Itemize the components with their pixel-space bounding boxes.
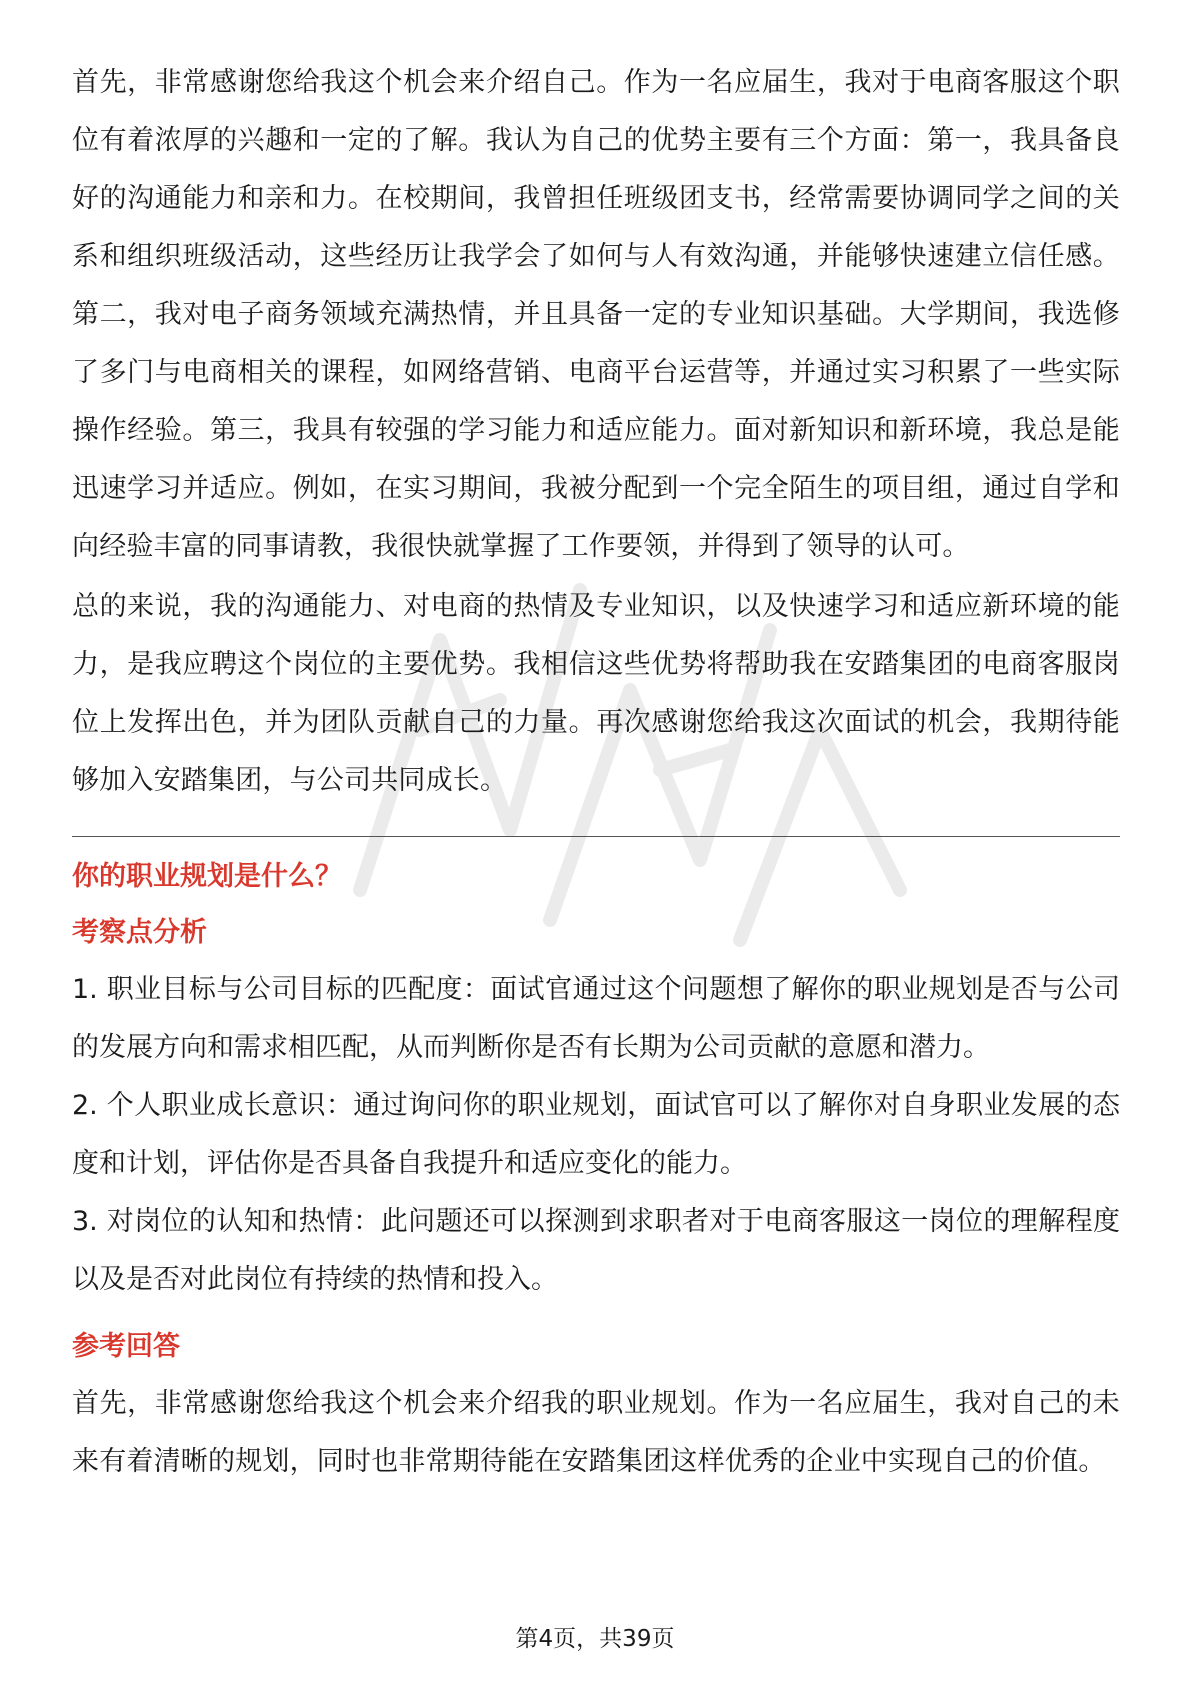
intro-paragraph-1: 首先，非常感谢您给我这个机会来介绍自己。作为一名应届生，我对于电商客服这个职位有着浓厚的兴趣和一定的了解。我认为自己的优势主要有三个方面：第一，我具备良好的沟通能力和亲和力。在校期间，我曾担任班级团支书，经常需要协调同学之间的关系和组织班级活动，这些经历让我学会了如何与人有效沟通，并能够快速建立信任感。第二，我对电子商务领域充满热情，并且具备一定的专业知识基础。大学期间，我选修了多门与电商相关的课程，如网络营销、电商平台运营等，并通过实习积累了一些实际操作经验。第三，我具有较强的学习能力和适应能力。面对新知识和新环境，我总是能迅速学习并适应。例如，在实习期间，我被分配到一个完全陌生的项目组，通过自学和向经验丰富的同事请教，我很快就掌握了工作要领，并得到了领导的认可。 (72, 67, 1120, 562)
page-number: 第4页，共39页 (515, 1626, 675, 1652)
intro-paragraph-2: 总的来说，我的沟通能力、对电商的热情及专业知识，以及快速学习和适应新环境的能力，是我应聘这个岗位的主要优势。我相信这些优势将帮助我在安踏集团的电商客服岗位上发挥出色，并为团队贡献自己的力量。再次感谢您给我这次面试的机会，我期待能够加入安踏集团，与公司共同成长。 (72, 591, 1120, 796)
answer-paragraph: 首先，非常感谢您给我这个机会来介绍我的职业规划。作为一名应届生，我对自己的未来有着清晰的规划，同时也非常期待能在安踏集团这样优秀的企业中实现自己的价值。 (72, 1388, 1120, 1477)
answer-heading: 参考回答 (72, 1331, 180, 1362)
question-title: 你的职业规划是什么？ (72, 861, 342, 892)
analysis-item-3: 3. 对岗位的认知和热情：此问题还可以探测到求职者对于电商客服这一岗位的理解程度以及是否对此岗位有持续的热情和投入。 (72, 1206, 1120, 1295)
section-divider (72, 836, 1120, 837)
analysis-item-1: 1. 职业目标与公司目标的匹配度：面试官通过这个问题想了解你的职业规划是否与公司的发展方向和需求相匹配，从而判断你是否有长期为公司贡献的意愿和潜力。 (72, 974, 1120, 1063)
document-page (72, 54, 1120, 1491)
analysis-item-2: 2. 个人职业成长意识：通过询问你的职业规划，面试官可以了解你对自身职业发展的态度和计划，评估你是否具备自我提升和适应变化的能力。 (72, 1090, 1120, 1179)
analysis-heading: 考察点分析 (72, 917, 207, 948)
